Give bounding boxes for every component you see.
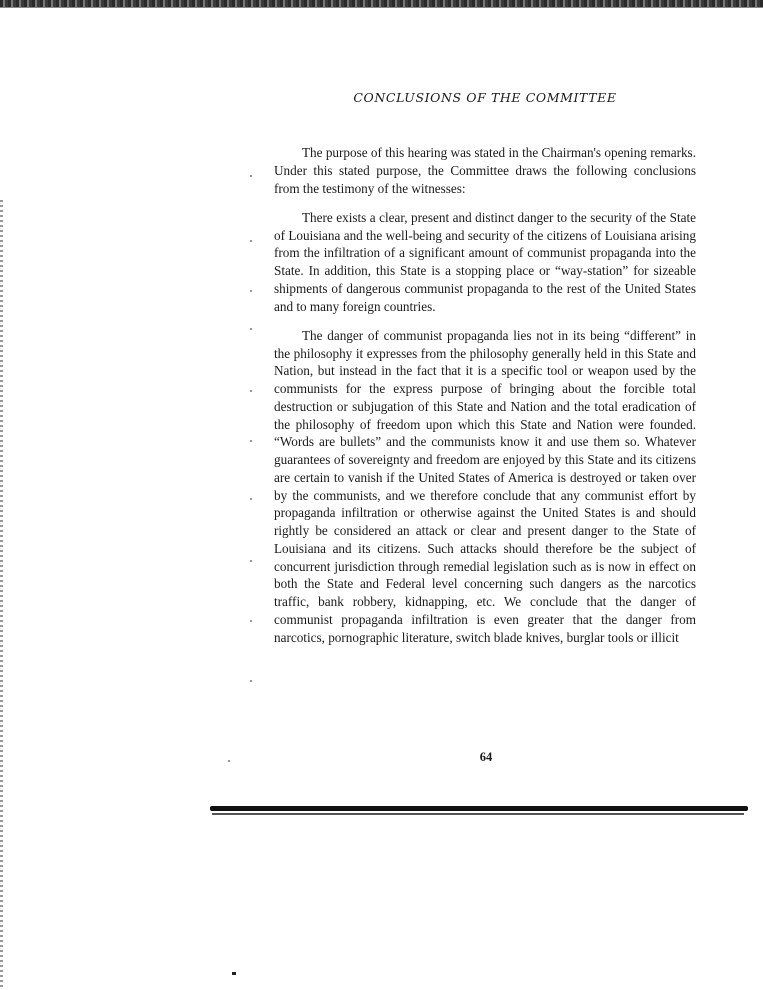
margin-speck xyxy=(250,680,252,682)
bottom-rule xyxy=(210,806,748,811)
margin-speck xyxy=(250,440,252,442)
margin-speck xyxy=(250,175,252,177)
body-text xyxy=(274,144,696,658)
running-title: CONCLUSIONS OF THE COMMITTEE xyxy=(353,90,617,105)
bottom-rule-shadow xyxy=(212,813,744,815)
paragraph: There exists a clear, present and distinct danger to the security of the State of Louisiana and the well-being and security of the citizens of Louisiana arising from the infiltration of a significant amount of communist propaganda into the State. In addition, this State is a stopping place or “way-station” for sizeable shipments of dangerous communist propaganda to the rest of the United States and to many foreign countries. xyxy=(274,209,696,314)
margin-speck xyxy=(250,290,252,292)
paragraph: The danger of communist propaganda lies not in its being “different” in the philosophy it expresses from the philosophy generally held in this State and Nation, but instead in the fact that it is a specific tool or weapon used by the communists for the express purpose of bringing about the forcible total destruction or subjugation of this State and Nation and the total eradication of the philosophy of freedom upon which this State and Nation were founded. “Words are bullets” and the communists know it and use them so. Whatever guarantees of sovereignty and freedom are enjoyed by this State and its citizens are certain to vanish if the United States of America is destroyed or taken over by the communists, and we therefore conclude that any communist effort by propaganda infiltration or otherwise against the United States is and should rightly be considered an attack or clear and present danger to the State of Louisiana and its citizens. Such attacks should therefore be the subject of concurrent jurisdiction through remedial legislation such as is now in effect on both the State and Federal level concerning such dangers as the narcotics traffic, bank robbery, kidnapping, etc. We conclude that the danger of communist propaganda infiltration is even greater that the danger from narcotics, pornographic literature, switch blade knives, burglar tools or illicit xyxy=(274,327,696,645)
page-number: 64 xyxy=(479,750,493,764)
margin-speck xyxy=(250,498,252,500)
margin-speck xyxy=(250,560,252,562)
scan-edge-top xyxy=(0,0,763,7)
scan-mark xyxy=(232,972,236,975)
scan-edge-line xyxy=(0,7,763,8)
margin-speck xyxy=(228,760,230,762)
scan-edge-left xyxy=(0,200,3,990)
paragraph: The purpose of this hearing was stated in the Chairman's opening remarks. Under this stated purpose, the Committee draws the following conclusions from the testimony of the witnesses: xyxy=(274,145,696,196)
margin-speck xyxy=(250,390,252,392)
margin-speck xyxy=(250,328,252,330)
margin-speck xyxy=(250,620,252,622)
margin-speck xyxy=(250,240,252,242)
